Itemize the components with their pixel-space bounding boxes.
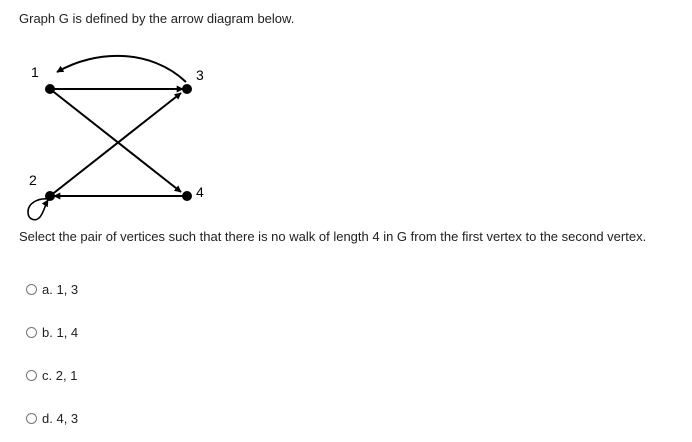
question-text: Select the pair of vertices such that there is no walk of length 4 in G from the first vertex to the second vertex.: [19, 229, 647, 244]
vertex-1: [45, 84, 55, 94]
option-label: d. 4, 3: [42, 410, 79, 426]
loop-2-2: [28, 199, 48, 220]
radio-button[interactable]: [26, 327, 37, 338]
vertex-4: [182, 191, 192, 201]
option-label: a. 1, 3: [42, 281, 79, 297]
vertex-label-4: 4: [196, 184, 204, 200]
option-label: c. 2, 1: [42, 367, 78, 383]
radio-button[interactable]: [26, 413, 37, 424]
radio-button[interactable]: [26, 370, 37, 381]
edge-2-3: [50, 93, 181, 196]
radio-button[interactable]: [26, 284, 37, 295]
edge-1-4: [50, 89, 181, 192]
vertex-label-1: 1: [31, 64, 39, 80]
option-c[interactable]: [26, 354, 78, 397]
option-d[interactable]: [26, 397, 78, 440]
intro-text: Graph G is defined by the arrow diagram below.: [19, 11, 295, 26]
vertex-3: [182, 84, 192, 94]
vertex-label-3: 3: [196, 67, 204, 83]
vertex-label-2: 2: [29, 172, 37, 188]
vertex-2: [45, 191, 55, 201]
option-b[interactable]: [26, 311, 78, 354]
option-a[interactable]: [26, 268, 78, 311]
answer-options: [26, 268, 78, 440]
option-label: b. 1, 4: [42, 324, 79, 340]
edge-3-1: [57, 56, 186, 82]
